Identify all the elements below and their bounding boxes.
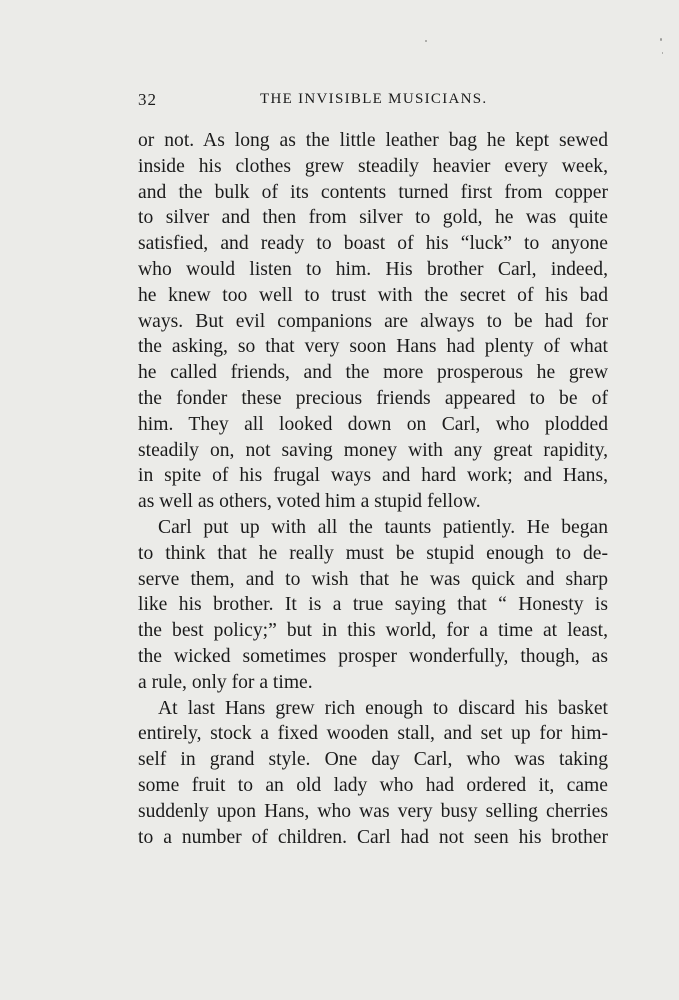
- text-line: like his brother. It is a true saying that “ Honesty is: [138, 594, 608, 616]
- text-line: the wicked sometimes prosper wonderfully, though, as: [138, 645, 608, 667]
- text-line: or not. As long as the little leather bag he kept sewed: [138, 130, 608, 151]
- text-line: a rule, only for a time.: [138, 671, 313, 693]
- text-line: steadily on, not saving money with any great rapidity,: [138, 439, 608, 461]
- paper-speck: [660, 38, 662, 41]
- text-line: entirely, stock a fixed wooden stall, and set up for him-: [138, 723, 608, 745]
- text-line: the best policy;” but in this world, for a time at least,: [138, 620, 608, 642]
- paper-speck: [425, 40, 427, 42]
- text-line: in spite of his frugal ways and hard work; and Hans,: [138, 465, 608, 487]
- text-line: the fonder these precious friends appeared to be of: [138, 387, 608, 409]
- text-line: Carl put up with all the taunts patiently. He began: [158, 516, 608, 538]
- page-number: 32: [138, 90, 157, 109]
- text-line: satisfied, and ready to boast of his “luck” to anyone: [138, 233, 608, 255]
- text-line: serve them, and to wish that he was quick and sharp: [138, 568, 608, 590]
- paper-speck: [662, 52, 663, 54]
- text-line: ways. But evil companions are always to be had for: [138, 310, 608, 332]
- text-line: the asking, so that very soon Hans had plenty of what: [138, 336, 608, 358]
- text-line: At last Hans grew rich enough to discard his basket: [158, 697, 608, 719]
- text-line: and the bulk of its contents turned first from copper: [138, 181, 608, 203]
- text-line: to think that he really must be stupid enough to de-: [138, 542, 608, 564]
- page-header: [138, 90, 608, 114]
- body-text: [138, 128, 608, 850]
- text-line: some fruit to an old lady who had ordered it, came: [138, 774, 608, 796]
- text-line: he called friends, and the more prosperous he grew: [138, 362, 608, 384]
- text-line: who would listen to him. His brother Carl, indeed,: [138, 258, 608, 280]
- text-line: suddenly upon Hans, who was very busy selling cherries: [138, 800, 608, 822]
- text-line: to silver and then from silver to gold, he was quite: [138, 207, 608, 229]
- text-line: inside his clothes grew steadily heavier every week,: [138, 155, 608, 177]
- text-line: as well as others, voted him a stupid fellow.: [138, 491, 481, 513]
- running-title: THE INVISIBLE MUSICIANS.: [260, 91, 488, 107]
- text-line: him. They all looked down on Carl, who plodded: [138, 413, 608, 435]
- text-line: he knew too well to trust with the secret of his bad: [138, 284, 608, 306]
- text-line: to a number of children. Carl had not seen his brother: [138, 826, 608, 848]
- text-line: self in grand style. One day Carl, who was taking: [138, 749, 608, 771]
